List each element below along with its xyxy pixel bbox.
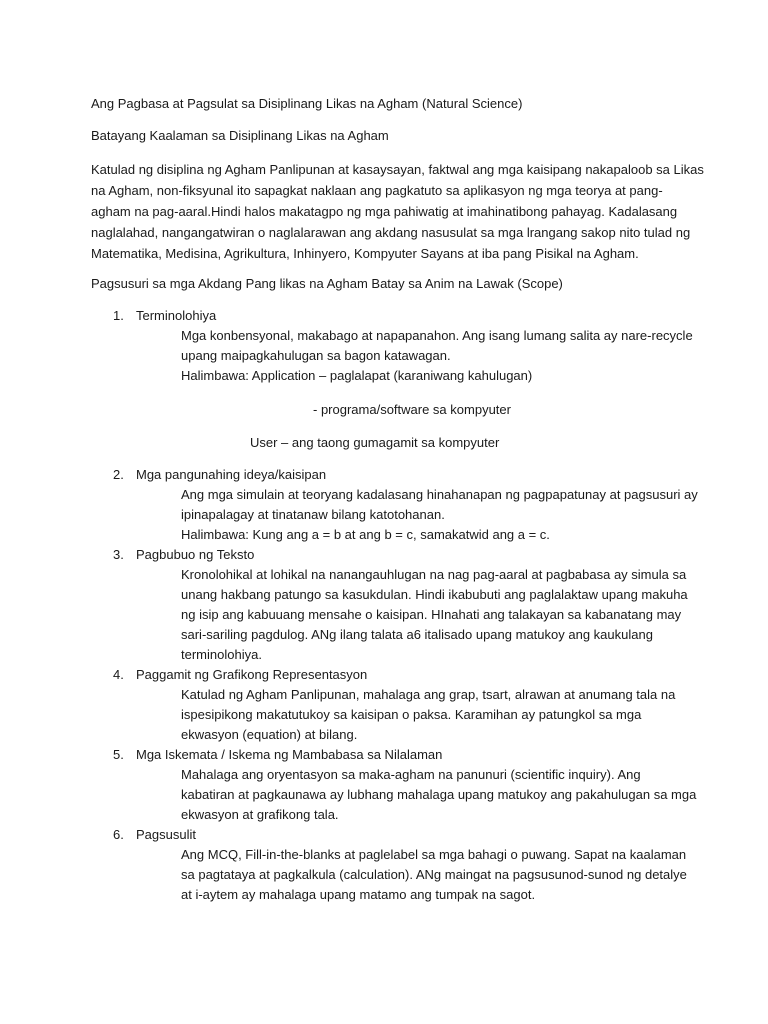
list-item-text: ipinapalagay at tinatanaw bilang katotohanan. (181, 507, 445, 522)
list-item-text: Halimbawa: Kung ang a = b at ang b = c, samakatwid ang a = c. (181, 527, 550, 542)
list-item-text: ekwasyon at grafikong tala. (181, 807, 339, 822)
list-number: 3. (113, 547, 124, 562)
list-item-title: Pagbubuo ng Teksto (136, 547, 255, 562)
list-item-text: Ang MCQ, Fill-in-the-blanks at paglelabel sa mga bahagi o puwang. Sapat na kaalaman (181, 847, 687, 862)
list-item-title: Paggamit ng Grafikong Representasyon (136, 667, 368, 682)
list-item-text: at i-aytem ay mahalaga upang matamo ang tumpak na sagot. (181, 887, 536, 902)
list-item-title: Mga Iskemata / Iskema ng Mambabasa sa Nilalaman (136, 747, 443, 762)
list-item-text: Mga konbensyonal, makabago at napapanahon. Ang isang lumang salita ay nare-recycle (181, 328, 693, 343)
list-item-text: Mahalaga ang oryentasyon sa maka-agham na panunuri (scientific inquiry). Ang (181, 767, 641, 782)
intro-line: naglalahad, nangangatwiran o naglalarawan ang akdang nasusulat sa mga lrangang sakop nito tulad ng (91, 225, 691, 240)
list-item-title: Pagsusulit (136, 827, 196, 842)
list-item-text: sari-sariling pagdulog. ANg ilang talata a6 italisado upang matukoy ang kaukulang (181, 627, 653, 642)
list-item-text: ispesipikong makatutukoy sa kaisipan o paksa. Karamihan ay patungkol sa mga (181, 707, 642, 722)
list-item-text: Kronolohikal at lohikal na nanangauhlugan na nag pag-aaral at pagbabasa ay simula sa (181, 567, 687, 582)
document-title: Ang Pagbasa at Pagsulat sa Disiplinang Likas na Agham (Natural Science) (91, 96, 523, 111)
list-item-text: kabatiran at pagkaunawa ay lubhang mahalaga upang matukoy ang pakahulugan sa mga (181, 787, 697, 802)
list-item-text: Ang mga simulain at teoryang kadalasang hinahanapan ng pagpapatunay at pagsusuri ay (181, 487, 698, 502)
list-item-text: unang hakbang patungo sa kasukdulan. Hindi ikabubuti ang paglalaktaw upang makuha (181, 587, 688, 602)
example-line: User – ang taong gumagamit sa kompyuter (250, 435, 500, 450)
list-number: 1. (113, 308, 124, 323)
list-item-title: Mga pangunahing ideya/kaisipan (136, 467, 327, 482)
list-item-text: Halimbawa: Application – paglalapat (karaniwang kahulugan) (181, 368, 533, 383)
list-number: 6. (113, 827, 124, 842)
list-item-text: terminolohiya. (181, 647, 262, 662)
example-line: - programa/software sa kompyuter (313, 402, 511, 417)
list-item-text: Katulad ng Agham Panlipunan, mahalaga ang grap, tsart, alrawan at anumang tala na (181, 687, 676, 702)
list-number: 2. (113, 467, 124, 482)
list-item-text: sa pagtataya at pagkalkula (calculation). ANg maingat na pagsusunod-sunod ng detalye (181, 867, 687, 882)
scope-heading: Pagsusuri sa mga Akdang Pang likas na Agham Batay sa Anim na Lawak (Scope) (91, 276, 563, 291)
intro-line: Matematika, Medisina, Agrikultura, Inhinyero, Kompyuter Sayans at iba pang Pisikal na Agham. (91, 246, 639, 261)
list-item-text: upang maipagkahulugan sa bagon katawagan. (181, 348, 451, 363)
list-item-text: ekwasyon (equation) at bilang. (181, 727, 358, 742)
intro-line: na Agham, non-fiksyunal ito sapagkat naklaan ang pagkatuto sa aplikasyon ng mga teorya at pang- (91, 183, 663, 198)
list-number: 5. (113, 747, 124, 762)
list-item-title: Terminolohiya (136, 308, 217, 323)
list-number: 4. (113, 667, 124, 682)
intro-line: Katulad ng disiplina ng Agham Panlipunan at kasaysayan, faktwal ang mga kaisipang nakapaloob sa Likas (91, 162, 704, 177)
intro-line: agham na pag-aaral.Hindi halos makatagpo ng mga pahiwatig at imahinatibong pahayag. Kadalasang (91, 204, 678, 219)
document-subtitle: Batayang Kaalaman sa Disiplinang Likas na Agham (91, 128, 389, 143)
list-item-text: ng isip ang kabuuang mensahe o kaisipan. HInahati ang talakayan sa kabanatang may (181, 607, 682, 622)
